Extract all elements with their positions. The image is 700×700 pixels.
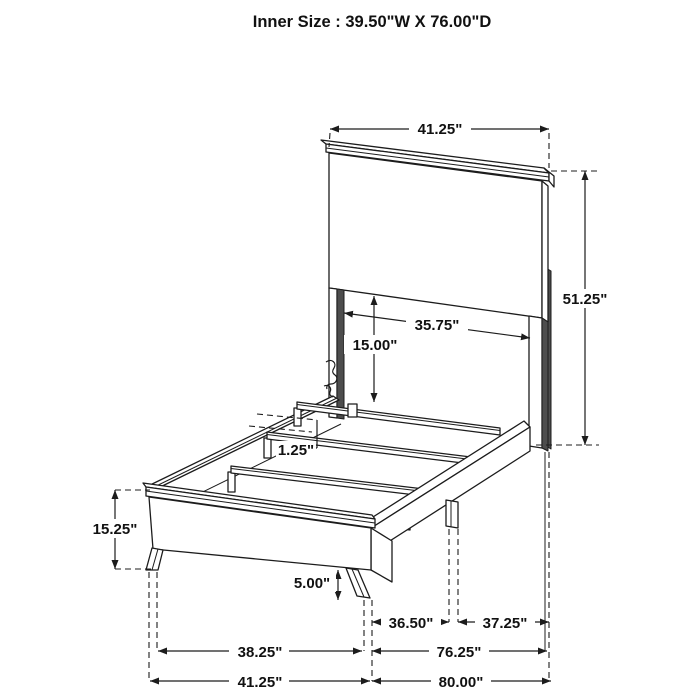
dim-inner-leg-span: 35.75" [414,317,460,334]
diagram-title: Inner Size : 39.50"W X 76.00"D [252,13,492,31]
footboard [143,483,392,598]
dim-footboard-height: 15.25" [92,521,138,538]
dim-floor-clearance: 5.00" [293,575,331,592]
center-support-leg [446,500,458,528]
dim-overall-depth: 80.00" [438,674,484,691]
dim-front-rail-segment: 36.50" [388,615,434,632]
dim-overall-width: 41.25" [237,674,283,691]
bed-drawing [143,140,554,598]
slat-1 [297,402,500,435]
headboard-panel-side [542,181,548,322]
dim-footboard-leg-spacing: 38.25" [237,644,283,661]
dim-slat-thickness: 1.25" [277,442,315,459]
headboard-panel [329,153,542,318]
headboard-right-leg-side [542,318,548,451]
headboard-right-leg [529,316,542,448]
dim-headboard-height: 51.25" [562,291,608,308]
footboard-front-left-leg [146,548,163,570]
dim-headboard-leg-height: 15.00" [352,337,398,354]
dim-headboard-width: 41.25" [417,121,463,138]
dim-rail-length: 76.25" [436,644,482,661]
dim-rear-rail-segment: 37.25" [482,615,528,632]
